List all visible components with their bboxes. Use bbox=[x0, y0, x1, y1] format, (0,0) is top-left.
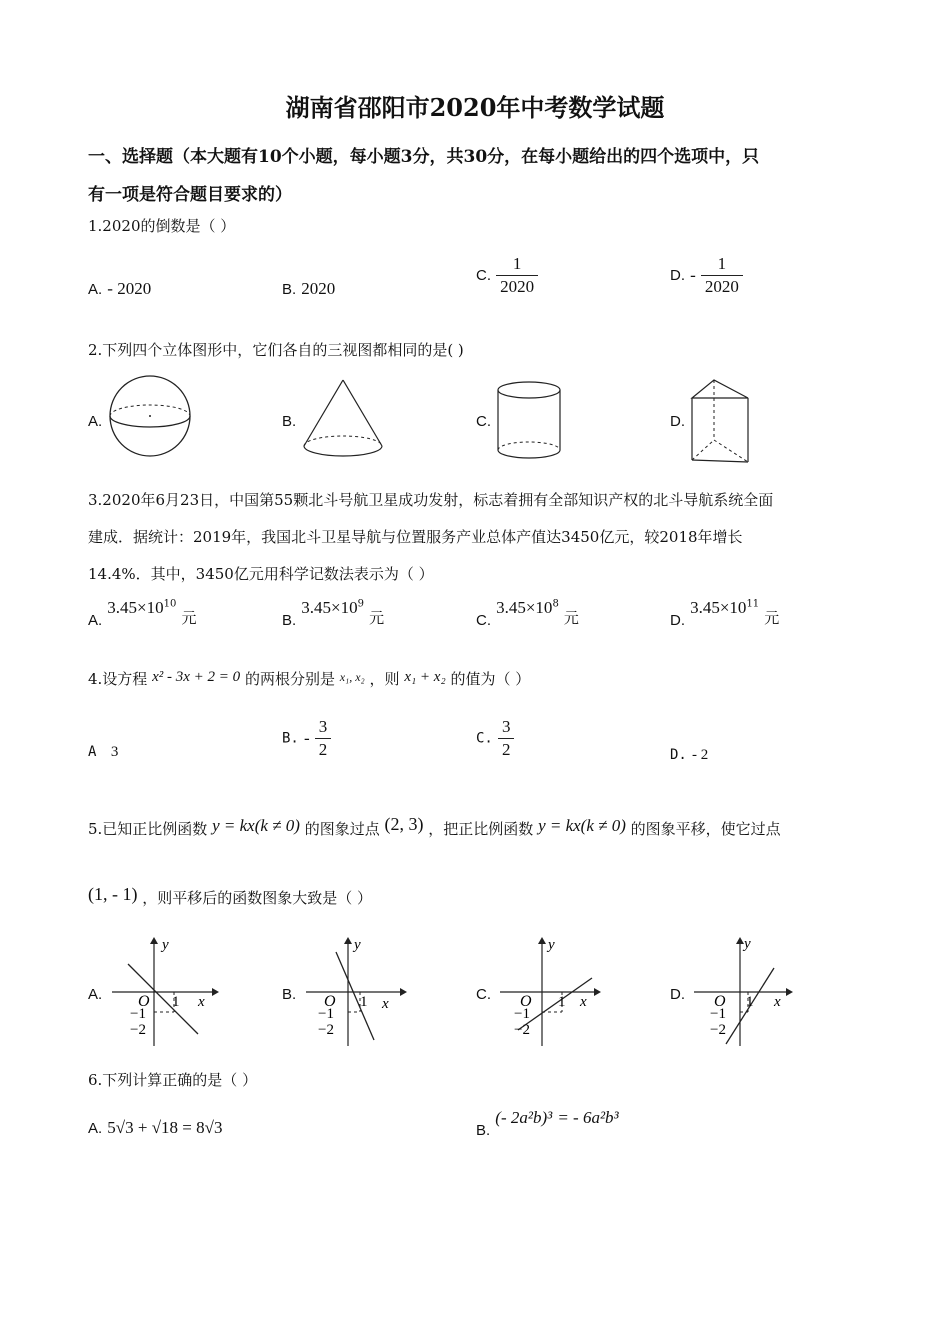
y-axis-label: y bbox=[744, 936, 751, 952]
sphere-icon[interactable] bbox=[106, 374, 196, 460]
q4-stem-part: 的值为（ ） bbox=[450, 670, 531, 688]
tick-neg2: −2 bbox=[130, 1022, 146, 1038]
unit: 元 bbox=[764, 609, 780, 627]
q4-stem-part: 4.设方程 bbox=[88, 670, 148, 688]
q5-stem-part: 5.已知正比例函数 bbox=[88, 820, 208, 838]
option-label: A. bbox=[88, 986, 103, 1003]
q3-line-3: 14.4%．其中，3450亿元用科学记数法表示为（ ） bbox=[88, 565, 434, 583]
origin-label: O bbox=[138, 993, 150, 1010]
q4-sum: x₁ + x₂ bbox=[404, 669, 446, 685]
q1-a-value: - 2020 bbox=[107, 279, 152, 298]
denominator: 2020 bbox=[500, 277, 535, 296]
q5-stem-part: ，把正比例函数 bbox=[428, 820, 534, 838]
tick-neg1: −1 bbox=[514, 1006, 530, 1022]
option-label: B. bbox=[282, 730, 299, 747]
tick-neg2: −2 bbox=[710, 1022, 726, 1038]
option-label: D. bbox=[670, 267, 685, 284]
numerator: 1 bbox=[701, 253, 743, 276]
q6-option-a[interactable] bbox=[88, 1118, 222, 1138]
denominator: 2 bbox=[318, 740, 328, 759]
q6-a-expression: 5√3 + √18 = 8√3 bbox=[107, 1118, 223, 1137]
tick-neg1: −1 bbox=[130, 1006, 146, 1022]
q3-option-a[interactable] bbox=[88, 598, 196, 629]
exponent: 8 bbox=[552, 598, 559, 610]
origin-label: O bbox=[714, 993, 726, 1010]
tick-1: 1 bbox=[172, 994, 180, 1010]
option-label: A. bbox=[88, 281, 103, 298]
q5-function: y = kx(k ≠ 0) bbox=[212, 816, 300, 835]
q4-option-c[interactable] bbox=[476, 716, 514, 761]
exponent: 11 bbox=[746, 598, 760, 610]
mantissa: 3.45×10 bbox=[690, 598, 747, 617]
q2-stem: 2.下列四个立体图形中，它们各自的三视图都相同的是( ) bbox=[88, 341, 464, 359]
section-line-1: 一、选择题（本大题有10个小题，每小题3分，共30分，在每小题给出的四个选项中，只 bbox=[88, 147, 760, 167]
cone-icon[interactable] bbox=[300, 376, 386, 462]
tick-1: 1 bbox=[558, 994, 566, 1010]
q6-option-b[interactable] bbox=[476, 1108, 619, 1139]
q1-d-fraction bbox=[701, 253, 743, 298]
tick-neg1: −1 bbox=[710, 1006, 726, 1022]
q4-roots: x₁, x₂ bbox=[339, 670, 365, 684]
q5-stem-part: ，则平移后的函数图象大致是（ ） bbox=[142, 889, 373, 907]
option-label: B. bbox=[282, 413, 297, 430]
q5-point-2: (1, - 1) bbox=[88, 884, 138, 904]
q6-b-right: = - 6a²b³ bbox=[557, 1108, 619, 1127]
q6-stem: 6.下列计算正确的是（ ） bbox=[88, 1071, 258, 1089]
q4-option-d[interactable] bbox=[670, 744, 708, 764]
q3-line-1: 3.2020年6月23日，中国第55颗北斗号航卫星成功发射，标志着拥有全部知识产权的北斗导航系统全面 bbox=[88, 491, 774, 509]
section-heading bbox=[88, 138, 863, 214]
option-label: D. bbox=[670, 413, 685, 430]
minus-sign: - bbox=[690, 265, 696, 285]
exponent: 10 bbox=[163, 598, 177, 610]
tick-neg1: −1 bbox=[318, 1006, 334, 1022]
q3-option-d[interactable] bbox=[670, 598, 779, 629]
q3-stem bbox=[88, 482, 863, 593]
axes-group bbox=[112, 937, 219, 1046]
minus-sign: - bbox=[303, 728, 310, 748]
q4-c-fraction bbox=[498, 716, 515, 761]
option-label: C. bbox=[476, 413, 491, 430]
option-label: C. bbox=[476, 267, 491, 284]
origin-label: O bbox=[324, 993, 336, 1010]
page-title: 湖南省邵阳市2020年中考数学试题 bbox=[285, 93, 665, 122]
option-label: B. bbox=[476, 1122, 491, 1139]
exponent: 9 bbox=[357, 598, 364, 610]
tick-1: 1 bbox=[360, 994, 368, 1010]
q5-stem-line-1 bbox=[88, 810, 888, 843]
q4-option-b[interactable] bbox=[282, 716, 331, 761]
q5-stem-part: 的图象过点 bbox=[304, 820, 380, 838]
x-axis-label: x bbox=[774, 994, 781, 1010]
section-line-2: 有一项是符合题目要求的） bbox=[88, 185, 292, 205]
numerator: 1 bbox=[496, 253, 538, 276]
q5-graph-c[interactable] bbox=[496, 934, 611, 1049]
option-label: C. bbox=[476, 986, 491, 1003]
option-label: B. bbox=[282, 986, 297, 1003]
x-axis-label: x bbox=[198, 994, 205, 1010]
tick-neg2: −2 bbox=[318, 1022, 334, 1038]
x-axis-label: x bbox=[382, 996, 389, 1012]
q1-option-d[interactable] bbox=[670, 253, 743, 298]
q4-stem bbox=[88, 664, 530, 692]
option-label: D. bbox=[670, 612, 685, 629]
mantissa: 3.45×10 bbox=[107, 598, 164, 617]
q5-function: y = kx(k ≠ 0) bbox=[538, 816, 626, 835]
q1-option-c[interactable] bbox=[476, 253, 538, 298]
q1-b-value: 2020 bbox=[301, 279, 336, 298]
q3-option-b[interactable] bbox=[282, 598, 384, 629]
numerator: 3 bbox=[498, 716, 515, 739]
q4-stem-part: ，则 bbox=[369, 670, 400, 688]
option-label: B. bbox=[282, 281, 297, 298]
q4-b-fraction bbox=[315, 716, 332, 761]
unit: 元 bbox=[563, 609, 579, 627]
q5-stem-line-2 bbox=[88, 880, 372, 912]
denominator: 2 bbox=[501, 740, 511, 759]
axes-group bbox=[694, 937, 793, 1046]
q1-option-a[interactable] bbox=[88, 279, 151, 299]
option-label: A. bbox=[88, 612, 103, 629]
q1-stem: 1.2020的倒数是（ ） bbox=[88, 217, 236, 235]
q4-equation: x² - 3x + 2 = 0 bbox=[152, 669, 241, 685]
tick-neg2: −2 bbox=[514, 1022, 530, 1038]
x-axis-label: x bbox=[580, 994, 587, 1010]
option-label: D. bbox=[670, 747, 687, 763]
numerator: 3 bbox=[315, 716, 332, 739]
q4-a-value: 3 bbox=[110, 744, 119, 760]
option-label: A. bbox=[88, 1120, 103, 1137]
q4-option-a[interactable] bbox=[88, 744, 118, 761]
prism-icon[interactable] bbox=[688, 376, 758, 466]
q5-graph-d[interactable] bbox=[690, 934, 805, 1049]
q1-option-b[interactable] bbox=[282, 279, 335, 299]
unit: 元 bbox=[181, 609, 197, 627]
option-label: B. bbox=[282, 612, 297, 629]
q6-b-left: (- 2a²b)³ bbox=[495, 1108, 553, 1127]
q4-stem-part: 的两根分别是 bbox=[244, 670, 335, 688]
tick-1: 1 bbox=[746, 994, 754, 1010]
q1-c-fraction bbox=[496, 253, 538, 298]
q5-stem-part: 的图象平移，使它过点 bbox=[630, 820, 781, 838]
mantissa: 3.45×10 bbox=[301, 598, 358, 617]
option-label: A bbox=[88, 744, 97, 760]
q4-d-value: - 2 bbox=[691, 747, 709, 763]
denominator: 2020 bbox=[704, 277, 739, 296]
q3-line-2: 建成．据统计：2019年，我国北斗卫星导航与位置服务产业总体产值达3450亿元，较2018年增长 bbox=[88, 528, 743, 546]
y-axis-label: y bbox=[354, 937, 361, 953]
q5-graph-a[interactable] bbox=[108, 934, 223, 1049]
y-axis-label: y bbox=[548, 937, 555, 953]
q3-option-c[interactable] bbox=[476, 598, 579, 629]
unit: 元 bbox=[369, 609, 385, 627]
option-label: A. bbox=[88, 413, 103, 430]
option-label: D. bbox=[670, 986, 685, 1003]
y-axis-label: y bbox=[162, 937, 169, 953]
option-label: C. bbox=[476, 730, 493, 747]
cylinder-icon[interactable] bbox=[494, 380, 564, 462]
q5-point: (2, 3) bbox=[384, 814, 424, 834]
mantissa: 3.45×10 bbox=[496, 598, 553, 617]
origin-label: O bbox=[520, 993, 532, 1010]
q5-graph-b[interactable] bbox=[302, 934, 417, 1049]
option-label: C. bbox=[476, 612, 491, 629]
